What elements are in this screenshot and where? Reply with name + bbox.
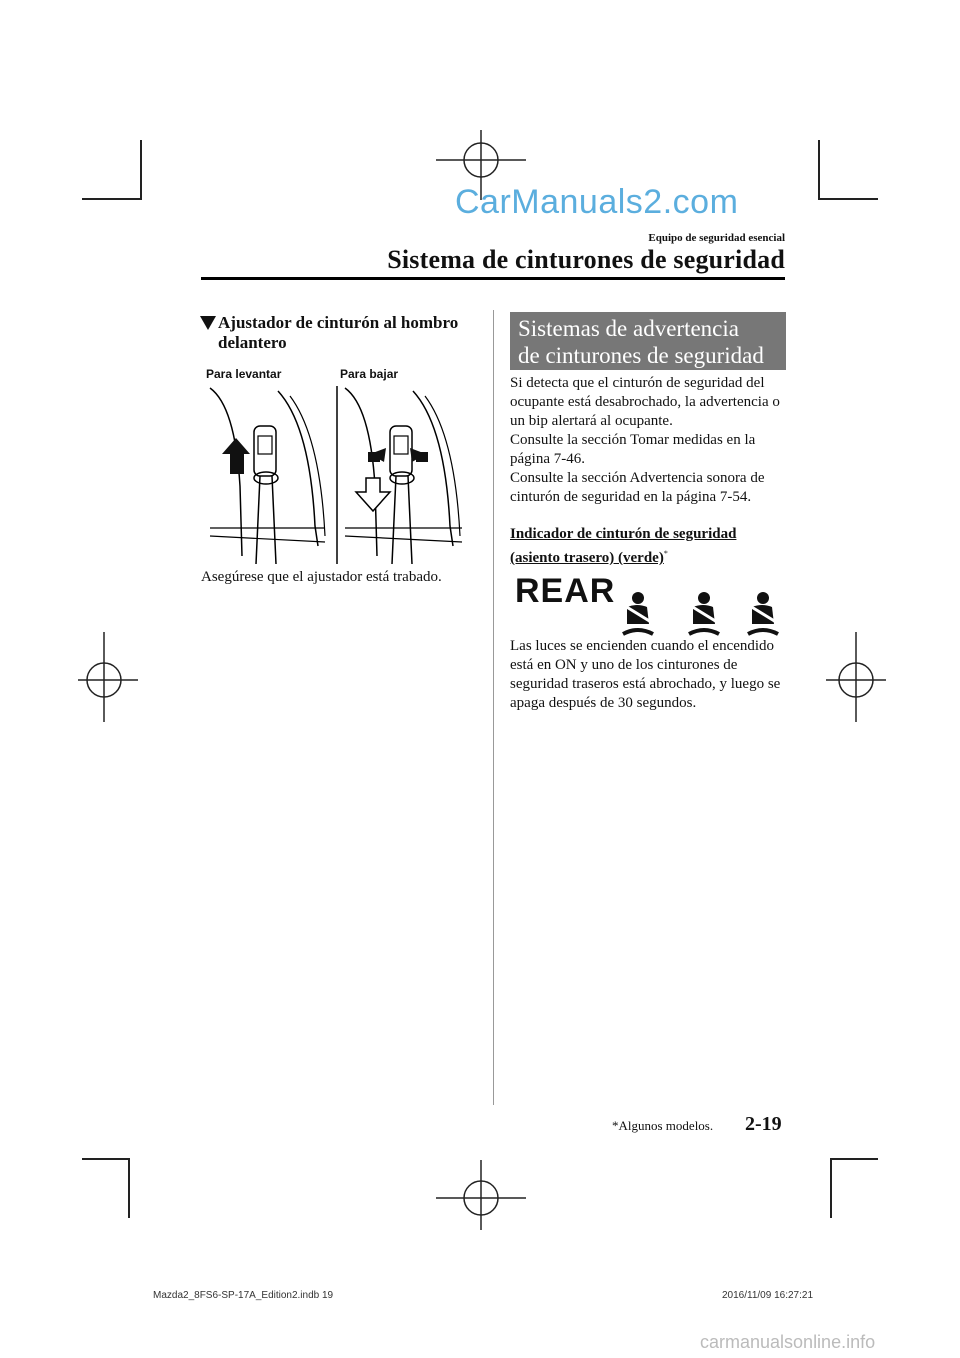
watermark-text: CarManuals2.com	[455, 183, 739, 221]
paragraph-ref-754: Consulte la sección Advertencia sonora de cinturón de seguridad en la página 7-54.	[510, 470, 765, 505]
header-rule	[201, 277, 785, 280]
label-lower: Para bajar	[340, 367, 399, 381]
banner-line-2: de cinturones de seguridad	[518, 343, 764, 368]
column-divider	[493, 310, 494, 1105]
model-footnote-mark: *	[663, 549, 668, 558]
shoulder-adjuster-figure	[200, 366, 470, 566]
registration-mark-left	[78, 632, 138, 722]
seatbelt-icon	[679, 590, 725, 636]
print-file-info: Mazda2_8FS6-SP-17A_Edition2.indb 19	[153, 1290, 334, 1301]
label-raise: Para levantar	[206, 367, 282, 381]
paragraph-lights: Las luces se encienden cuando el encendido está en ON y uno de los cinturones de seguridad traseros está abrochado, y luego se apaga después de 30 segundos.	[510, 638, 781, 711]
watermark-band	[455, 183, 775, 238]
seatbelt-icon	[738, 590, 784, 636]
section-banner	[510, 312, 786, 370]
adjuster-illustration	[200, 366, 470, 566]
figure-caption: Asegúrese que el ajustador está trabado.	[201, 569, 442, 585]
triangle-icon	[200, 316, 216, 330]
paragraph-detect: Si detecta que el cinturón de seguridad del ocupante está desabrochado, la advertencia o un bip alertará al ocupante.	[510, 375, 780, 429]
subheading	[200, 313, 498, 353]
page-number: 2-19	[745, 1113, 782, 1135]
site-watermark: carmanualsonline.info	[700, 1332, 876, 1352]
banner-line-1: Sistemas de advertencia	[518, 316, 739, 341]
print-date: 2016/11/09 16:27:21	[722, 1290, 814, 1301]
rear-label: REAR	[515, 572, 616, 610]
page-title: Sistema de cinturones de seguridad	[387, 245, 785, 274]
indicator-title	[510, 525, 790, 568]
header-section: Equipo de seguridad esencial	[648, 232, 785, 244]
registration-mark-right	[826, 632, 886, 722]
paragraph-ref-746: Consulte la sección Tomar medidas en la página 7-46.	[510, 432, 756, 467]
seatbelt-icon	[613, 590, 659, 636]
footnote: *Algunos modelos.	[612, 1118, 714, 1133]
indicator-title-text: Indicador de cinturón de seguridad (asiento trasero) (verde)	[510, 526, 737, 566]
registration-mark-bottom	[436, 1160, 526, 1230]
subheading-text: Ajustador de cinturón al hombro delantero	[218, 313, 459, 352]
